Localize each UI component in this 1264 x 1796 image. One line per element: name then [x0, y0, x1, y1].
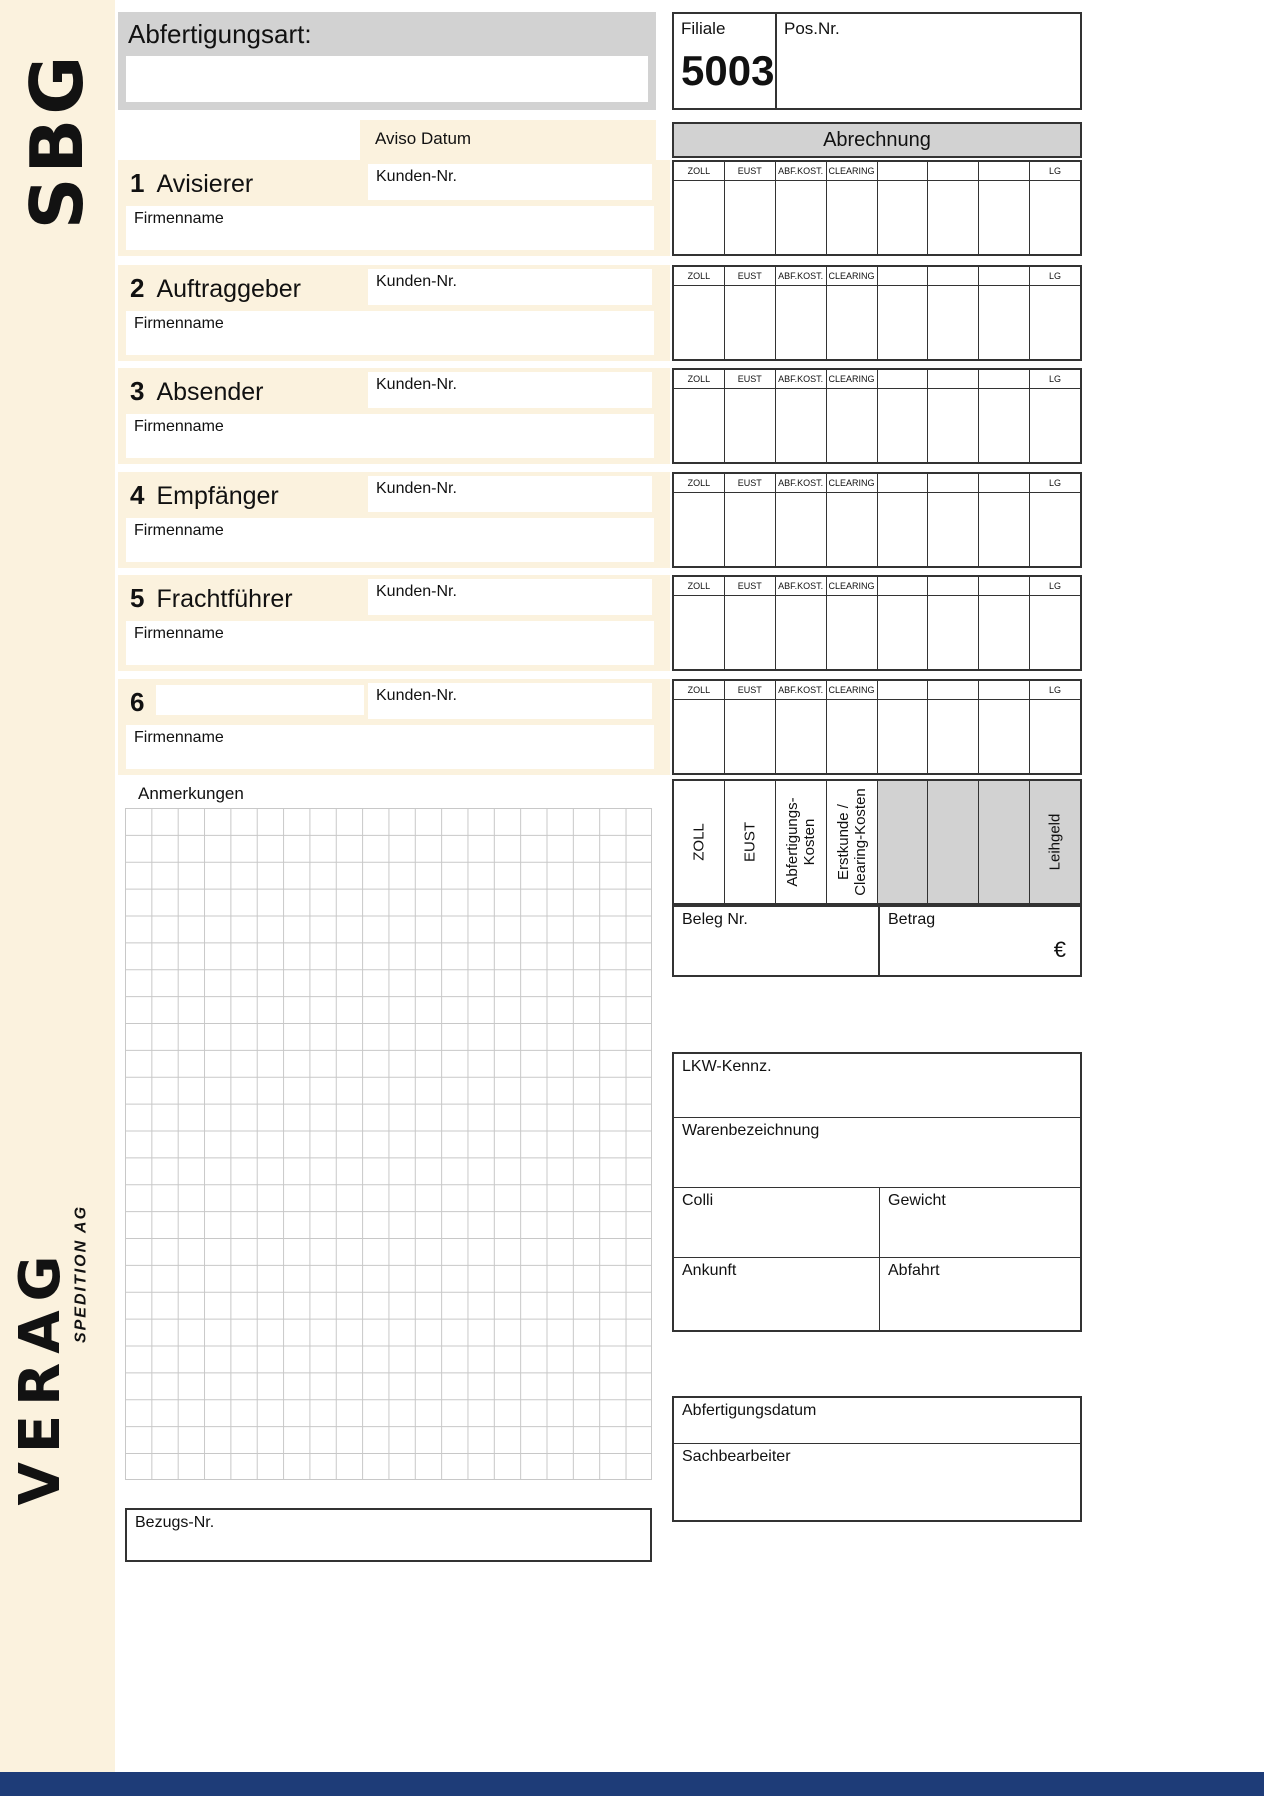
abfkost-col-label: ABF.KOST.	[776, 577, 826, 596]
abrechnung-cell-6[interactable]	[928, 267, 979, 359]
blank-col-label	[928, 267, 978, 286]
abrechnung-row-4	[672, 472, 1082, 568]
abfertigungsart-panel	[118, 12, 656, 110]
abrechnung-cell-zoll[interactable]	[674, 370, 725, 462]
abrechnung-cell-lg[interactable]	[1030, 267, 1080, 359]
abrechnung-cell-eust[interactable]	[725, 267, 776, 359]
blank-col-label	[878, 267, 928, 286]
party-title	[130, 273, 301, 304]
blank-col-label	[878, 474, 928, 493]
abrechnung-cell-clearing[interactable]	[827, 162, 878, 254]
blank-col-label	[979, 474, 1029, 493]
abrechnung-cell-6[interactable]	[928, 577, 979, 669]
party-row-6	[118, 679, 670, 775]
eust-col-label: EUST	[725, 474, 775, 493]
firmenname-field[interactable]	[126, 725, 654, 769]
kunden-nr-label: Kunden-Nr.	[376, 480, 457, 497]
eust-col-label: EUST	[725, 162, 775, 181]
processing-panel	[672, 1396, 1082, 1522]
lg-col-label: LG	[1030, 474, 1080, 493]
sbg-logo: SBG	[15, 51, 99, 230]
gewicht-label: Gewicht	[888, 1192, 946, 1209]
anmerkungen-grid-field[interactable]	[125, 808, 652, 1480]
zoll-col-label: ZOLL	[674, 267, 724, 286]
eust-col-label: EUST	[725, 577, 775, 596]
footer-clearingkosten-cell	[827, 781, 878, 903]
abrechnung-cell-6[interactable]	[928, 681, 979, 773]
kunden-nr-label: Kunden-Nr.	[376, 583, 457, 600]
abrechnung-cell-lg[interactable]	[1030, 577, 1080, 669]
abrechnung-cell-7[interactable]	[979, 577, 1030, 669]
abrechnung-cell-clearing[interactable]	[827, 474, 878, 566]
abrechnung-cell-clearing[interactable]	[827, 267, 878, 359]
footer-eust-cell	[725, 781, 776, 903]
beleg-nr-field[interactable]	[674, 907, 880, 975]
lg-col-label: LG	[1030, 370, 1080, 389]
abrechnung-cell-lg[interactable]	[1030, 370, 1080, 462]
eust-col-label: EUST	[725, 370, 775, 389]
abrechnung-row-1	[672, 160, 1082, 256]
abfkost-col-label: ABF.KOST.	[776, 681, 826, 700]
abrechnung-cell-5[interactable]	[878, 577, 929, 669]
blank-col-label	[979, 162, 1029, 181]
party-row-avisierer	[118, 160, 670, 256]
abrechnung-cell-abfkost[interactable]	[776, 474, 827, 566]
abrechnung-row-3	[672, 368, 1082, 464]
lg-col-label: LG	[1030, 681, 1080, 700]
lkw-kennz-label: LKW-Kennz.	[682, 1058, 772, 1075]
abrechnung-cell-zoll[interactable]	[674, 162, 725, 254]
firmenname-field[interactable]	[126, 621, 654, 665]
abrechnung-cell-abfkost[interactable]	[776, 162, 827, 254]
betrag-field[interactable]	[880, 907, 1080, 975]
kunden-nr-field[interactable]	[368, 164, 652, 200]
firmenname-label: Firmenname	[134, 315, 224, 332]
abrechnung-cell-5[interactable]	[878, 162, 929, 254]
zoll-col-label: ZOLL	[674, 162, 724, 181]
ankunft-abfahrt-row	[674, 1258, 1080, 1330]
betrag-label: Betrag	[888, 911, 936, 928]
abrechnung-cell-zoll[interactable]	[674, 474, 725, 566]
kunden-nr-field[interactable]	[368, 683, 652, 719]
firmenname-label: Firmenname	[134, 522, 224, 539]
party-name: Empfänger	[156, 482, 279, 510]
blank-col-label	[878, 681, 928, 700]
abrechnung-cell-abfkost[interactable]	[776, 577, 827, 669]
sachbearbeiter-label: Sachbearbeiter	[682, 1448, 791, 1465]
colli-field[interactable]	[674, 1188, 880, 1257]
firmenname-label: Firmenname	[134, 625, 224, 642]
eust-col-label: EUST	[725, 267, 775, 286]
blank-col-label	[979, 370, 1029, 389]
footer-bar	[0, 1772, 1264, 1796]
blank-col-label	[878, 162, 928, 181]
abfertigungsart-field[interactable]	[126, 56, 648, 102]
blank-col-label	[878, 370, 928, 389]
abrechnung-cell-eust[interactable]	[725, 577, 776, 669]
abrechnung-cell-lg[interactable]	[1030, 474, 1080, 566]
firmenname-label: Firmenname	[134, 210, 224, 227]
pos-nr-field[interactable]	[777, 14, 1080, 108]
eust-vertical-label: EUST	[741, 822, 759, 863]
abrechnung-cell-zoll[interactable]	[674, 267, 725, 359]
blank-col-label	[878, 577, 928, 596]
firmenname-field[interactable]	[126, 414, 654, 458]
footer-blank-cell	[979, 781, 1030, 903]
party-title	[130, 687, 156, 718]
abrechnung-cell-6[interactable]	[928, 474, 979, 566]
firmenname-label: Firmenname	[134, 729, 224, 746]
footer-abfkosten-cell	[776, 781, 827, 903]
ankunft-label: Ankunft	[682, 1262, 737, 1279]
pos-nr-label: Pos.Nr.	[784, 19, 840, 38]
party-number: 2	[130, 273, 145, 303]
colli-gewicht-row	[674, 1188, 1080, 1258]
abrechnung-row-6	[672, 679, 1082, 775]
firmenname-field[interactable]	[126, 311, 654, 355]
abrechnung-cell-clearing[interactable]	[827, 577, 878, 669]
kunden-nr-label: Kunden-Nr.	[376, 687, 457, 704]
blank-col-label	[928, 577, 978, 596]
lg-col-label: LG	[1030, 267, 1080, 286]
abrechnung-cell-6[interactable]	[928, 370, 979, 462]
filiale-pos-panel	[672, 12, 1082, 110]
abrechnung-cell-7[interactable]	[979, 267, 1030, 359]
party-row-absender	[118, 368, 670, 464]
lkw-kennz-field[interactable]	[674, 1054, 1080, 1118]
clearing-col-label: CLEARING	[827, 162, 877, 181]
abfkost-col-label: ABF.KOST.	[776, 370, 826, 389]
abrechnung-cell-eust[interactable]	[725, 370, 776, 462]
blank-col-label	[928, 370, 978, 389]
party-number: 3	[130, 376, 145, 406]
abfahrt-label: Abfahrt	[888, 1262, 940, 1279]
footer-blank-cell	[928, 781, 979, 903]
abfkost-col-label: ABF.KOST.	[776, 267, 826, 286]
party-number: 4	[130, 480, 145, 510]
firmenname-field[interactable]	[126, 206, 654, 250]
zoll-vertical-label: ZOLL	[690, 823, 708, 861]
abfkost-col-label: ABF.KOST.	[776, 162, 826, 181]
beleg-betrag-panel	[672, 905, 1082, 977]
ankunft-field[interactable]	[674, 1258, 880, 1330]
abrechnung-cell-zoll[interactable]	[674, 681, 725, 773]
abrechnung-cell-abfkost[interactable]	[776, 681, 827, 773]
abfkost-col-label: ABF.KOST.	[776, 474, 826, 493]
abrechnung-row-5	[672, 575, 1082, 671]
abrechnung-cell-6[interactable]	[928, 162, 979, 254]
kunden-nr-field[interactable]	[368, 476, 652, 512]
gewicht-field[interactable]	[880, 1188, 1080, 1257]
abrechnung-cell-5[interactable]	[878, 474, 929, 566]
aviso-datum-label: Aviso Datum	[375, 129, 472, 148]
abfertigungsdatum-label: Abfertigungsdatum	[682, 1402, 817, 1419]
footer-leihgeld-cell	[1030, 781, 1080, 903]
brand-sidebar	[0, 0, 115, 1772]
firmenname-label: Firmenname	[134, 418, 224, 435]
kunden-nr-label: Kunden-Nr.	[376, 168, 457, 185]
bezugs-nr-label: Bezugs-Nr.	[135, 1514, 215, 1531]
zoll-col-label: ZOLL	[674, 681, 724, 700]
abfertigungsart-label: Abfertigungsart:	[128, 19, 312, 49]
footer-zoll-cell	[674, 781, 725, 903]
abrechnung-cell-7[interactable]	[979, 681, 1030, 773]
blank-col-label	[979, 267, 1029, 286]
kunden-nr-field[interactable]	[368, 269, 652, 305]
abrechnung-row-2	[672, 265, 1082, 361]
blank-col-label	[928, 681, 978, 700]
abrechnung-header: Abrechnung	[672, 122, 1082, 158]
abrechnung-cell-eust[interactable]	[725, 681, 776, 773]
kunden-nr-field[interactable]	[368, 372, 652, 408]
abrechnung-cell-eust[interactable]	[725, 474, 776, 566]
footer-blank-cell	[878, 781, 929, 903]
leihgeld-vertical-label: Leihgeld	[1046, 813, 1064, 871]
abrechnung-cell-lg[interactable]	[1030, 681, 1080, 773]
blank-col-label	[928, 474, 978, 493]
kunden-nr-label: Kunden-Nr.	[376, 376, 457, 393]
shipment-panel	[672, 1052, 1082, 1332]
party-number: 6	[130, 687, 145, 717]
abfertigungsdatum-field[interactable]	[674, 1398, 1080, 1444]
aviso-datum-field[interactable]	[360, 120, 656, 160]
party-title	[130, 583, 293, 614]
abrechnung-cell-5[interactable]	[878, 681, 929, 773]
kunden-nr-label: Kunden-Nr.	[376, 273, 457, 290]
clearingkosten-vertical-label: Erstkunde / Clearing-Kosten	[834, 788, 869, 896]
blank-col-label	[979, 577, 1029, 596]
euro-symbol: €	[1053, 937, 1066, 962]
party-row-empfaenger	[118, 472, 670, 568]
filiale-label: Filiale	[681, 19, 726, 38]
abrechnung-cell-eust[interactable]	[725, 162, 776, 254]
filiale-cell	[674, 14, 777, 108]
blank-col-label	[979, 681, 1029, 700]
abrechnung-cell-7[interactable]	[979, 370, 1030, 462]
party-number: 1	[130, 168, 145, 198]
clearing-col-label: CLEARING	[827, 474, 877, 493]
party-name: Frachtführer	[156, 585, 293, 613]
verag-subtitle: SPEDITION AG	[72, 1204, 90, 1344]
sachbearbeiter-field[interactable]	[674, 1444, 1080, 1520]
eust-col-label: EUST	[725, 681, 775, 700]
abrechnung-cell-5[interactable]	[878, 370, 929, 462]
abrechnung-cell-5[interactable]	[878, 267, 929, 359]
warenbezeichnung-field[interactable]	[674, 1118, 1080, 1188]
abfahrt-field[interactable]	[880, 1258, 1080, 1330]
party-name-field[interactable]	[156, 685, 364, 715]
colli-label: Colli	[682, 1192, 714, 1209]
abfkosten-vertical-label: Abfertigungs-Kosten	[783, 797, 818, 887]
party-title	[130, 480, 279, 511]
party-number: 5	[130, 583, 145, 613]
bezugs-nr-field[interactable]	[125, 1508, 652, 1562]
abrechnung-cell-clearing[interactable]	[827, 370, 878, 462]
abrechnung-cell-abfkost[interactable]	[776, 370, 827, 462]
abrechnung-cell-clearing[interactable]	[827, 681, 878, 773]
abrechnung-cell-7[interactable]	[979, 162, 1030, 254]
anmerkungen-label: Anmerkungen	[138, 784, 244, 803]
abrechnung-cell-zoll[interactable]	[674, 577, 725, 669]
abrechnung-cell-lg[interactable]	[1030, 162, 1080, 254]
zoll-col-label: ZOLL	[674, 370, 724, 389]
party-row-frachtfuehrer	[118, 575, 670, 671]
abrechnung-footer	[672, 779, 1082, 905]
party-title	[130, 168, 253, 199]
filiale-value: 5003	[681, 47, 775, 94]
lg-col-label: LG	[1030, 577, 1080, 596]
clearing-col-label: CLEARING	[827, 370, 877, 389]
firmenname-field[interactable]	[126, 518, 654, 562]
abrechnung-cell-7[interactable]	[979, 474, 1030, 566]
clearing-col-label: CLEARING	[827, 577, 877, 596]
party-name: Avisierer	[156, 170, 254, 198]
kunden-nr-field[interactable]	[368, 579, 652, 615]
party-title	[130, 376, 264, 407]
lg-col-label: LG	[1030, 162, 1080, 181]
party-row-auftraggeber	[118, 265, 670, 361]
zoll-col-label: ZOLL	[674, 577, 724, 596]
warenbezeichnung-label: Warenbezeichnung	[682, 1122, 820, 1139]
clearing-col-label: CLEARING	[827, 267, 877, 286]
blank-col-label	[928, 162, 978, 181]
verag-logo: VERAG	[8, 1246, 73, 1506]
clearing-col-label: CLEARING	[827, 681, 877, 700]
beleg-nr-label: Beleg Nr.	[682, 911, 748, 928]
abrechnung-cell-abfkost[interactable]	[776, 267, 827, 359]
zoll-col-label: ZOLL	[674, 474, 724, 493]
party-name: Auftraggeber	[156, 275, 302, 303]
party-name: Absender	[156, 378, 264, 406]
